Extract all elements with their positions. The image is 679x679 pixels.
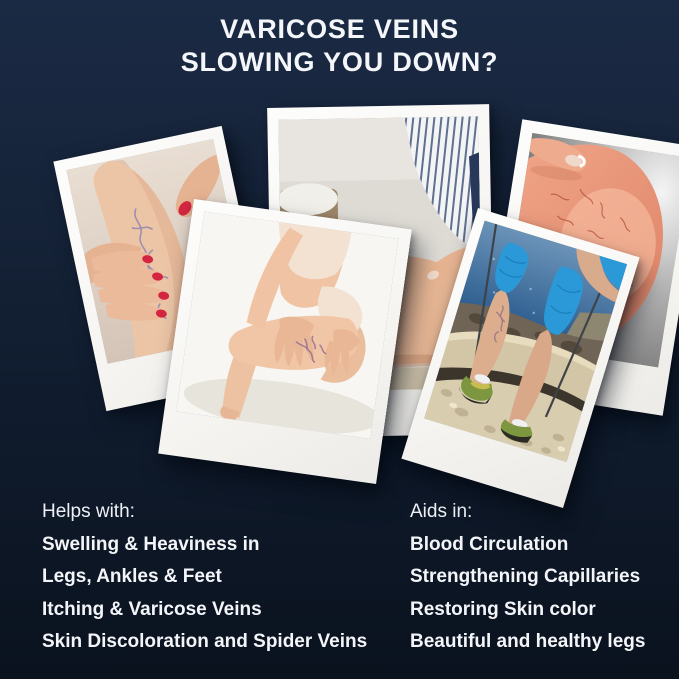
- helps-with-item-3: Itching & Varicose Veins: [42, 598, 262, 620]
- photo-woman-pressing-thigh: [158, 199, 412, 484]
- helps-with-heading: Helps with:: [42, 501, 135, 522]
- aids-in-item-4: Beautiful and healthy legs: [410, 631, 646, 652]
- sitting-photo-illustration: [176, 212, 398, 439]
- headline-line-1: VARICOSE VEINS: [220, 14, 459, 44]
- benefits-helps-with: [42, 496, 367, 659]
- helps-with-item-1: Swelling & Heaviness in: [42, 533, 260, 555]
- helps-with-item-2: Legs, Ankles & Feet: [42, 566, 222, 587]
- sitting-photo-image: [176, 212, 398, 439]
- helps-with-item-4: Skin Discoloration and Spider Veins: [42, 631, 368, 652]
- headline-line-2: SLOWING YOU DOWN?: [180, 47, 499, 77]
- aids-in-heading: Aids in:: [410, 501, 473, 522]
- benefits-aids-in: [410, 496, 645, 659]
- aids-in-item-2: Strengthening Capillaries: [410, 566, 641, 587]
- aids-in-item-3: Restoring Skin color: [410, 598, 596, 620]
- headline: [0, 13, 679, 79]
- aids-in-item-1: Blood Circulation: [410, 533, 569, 555]
